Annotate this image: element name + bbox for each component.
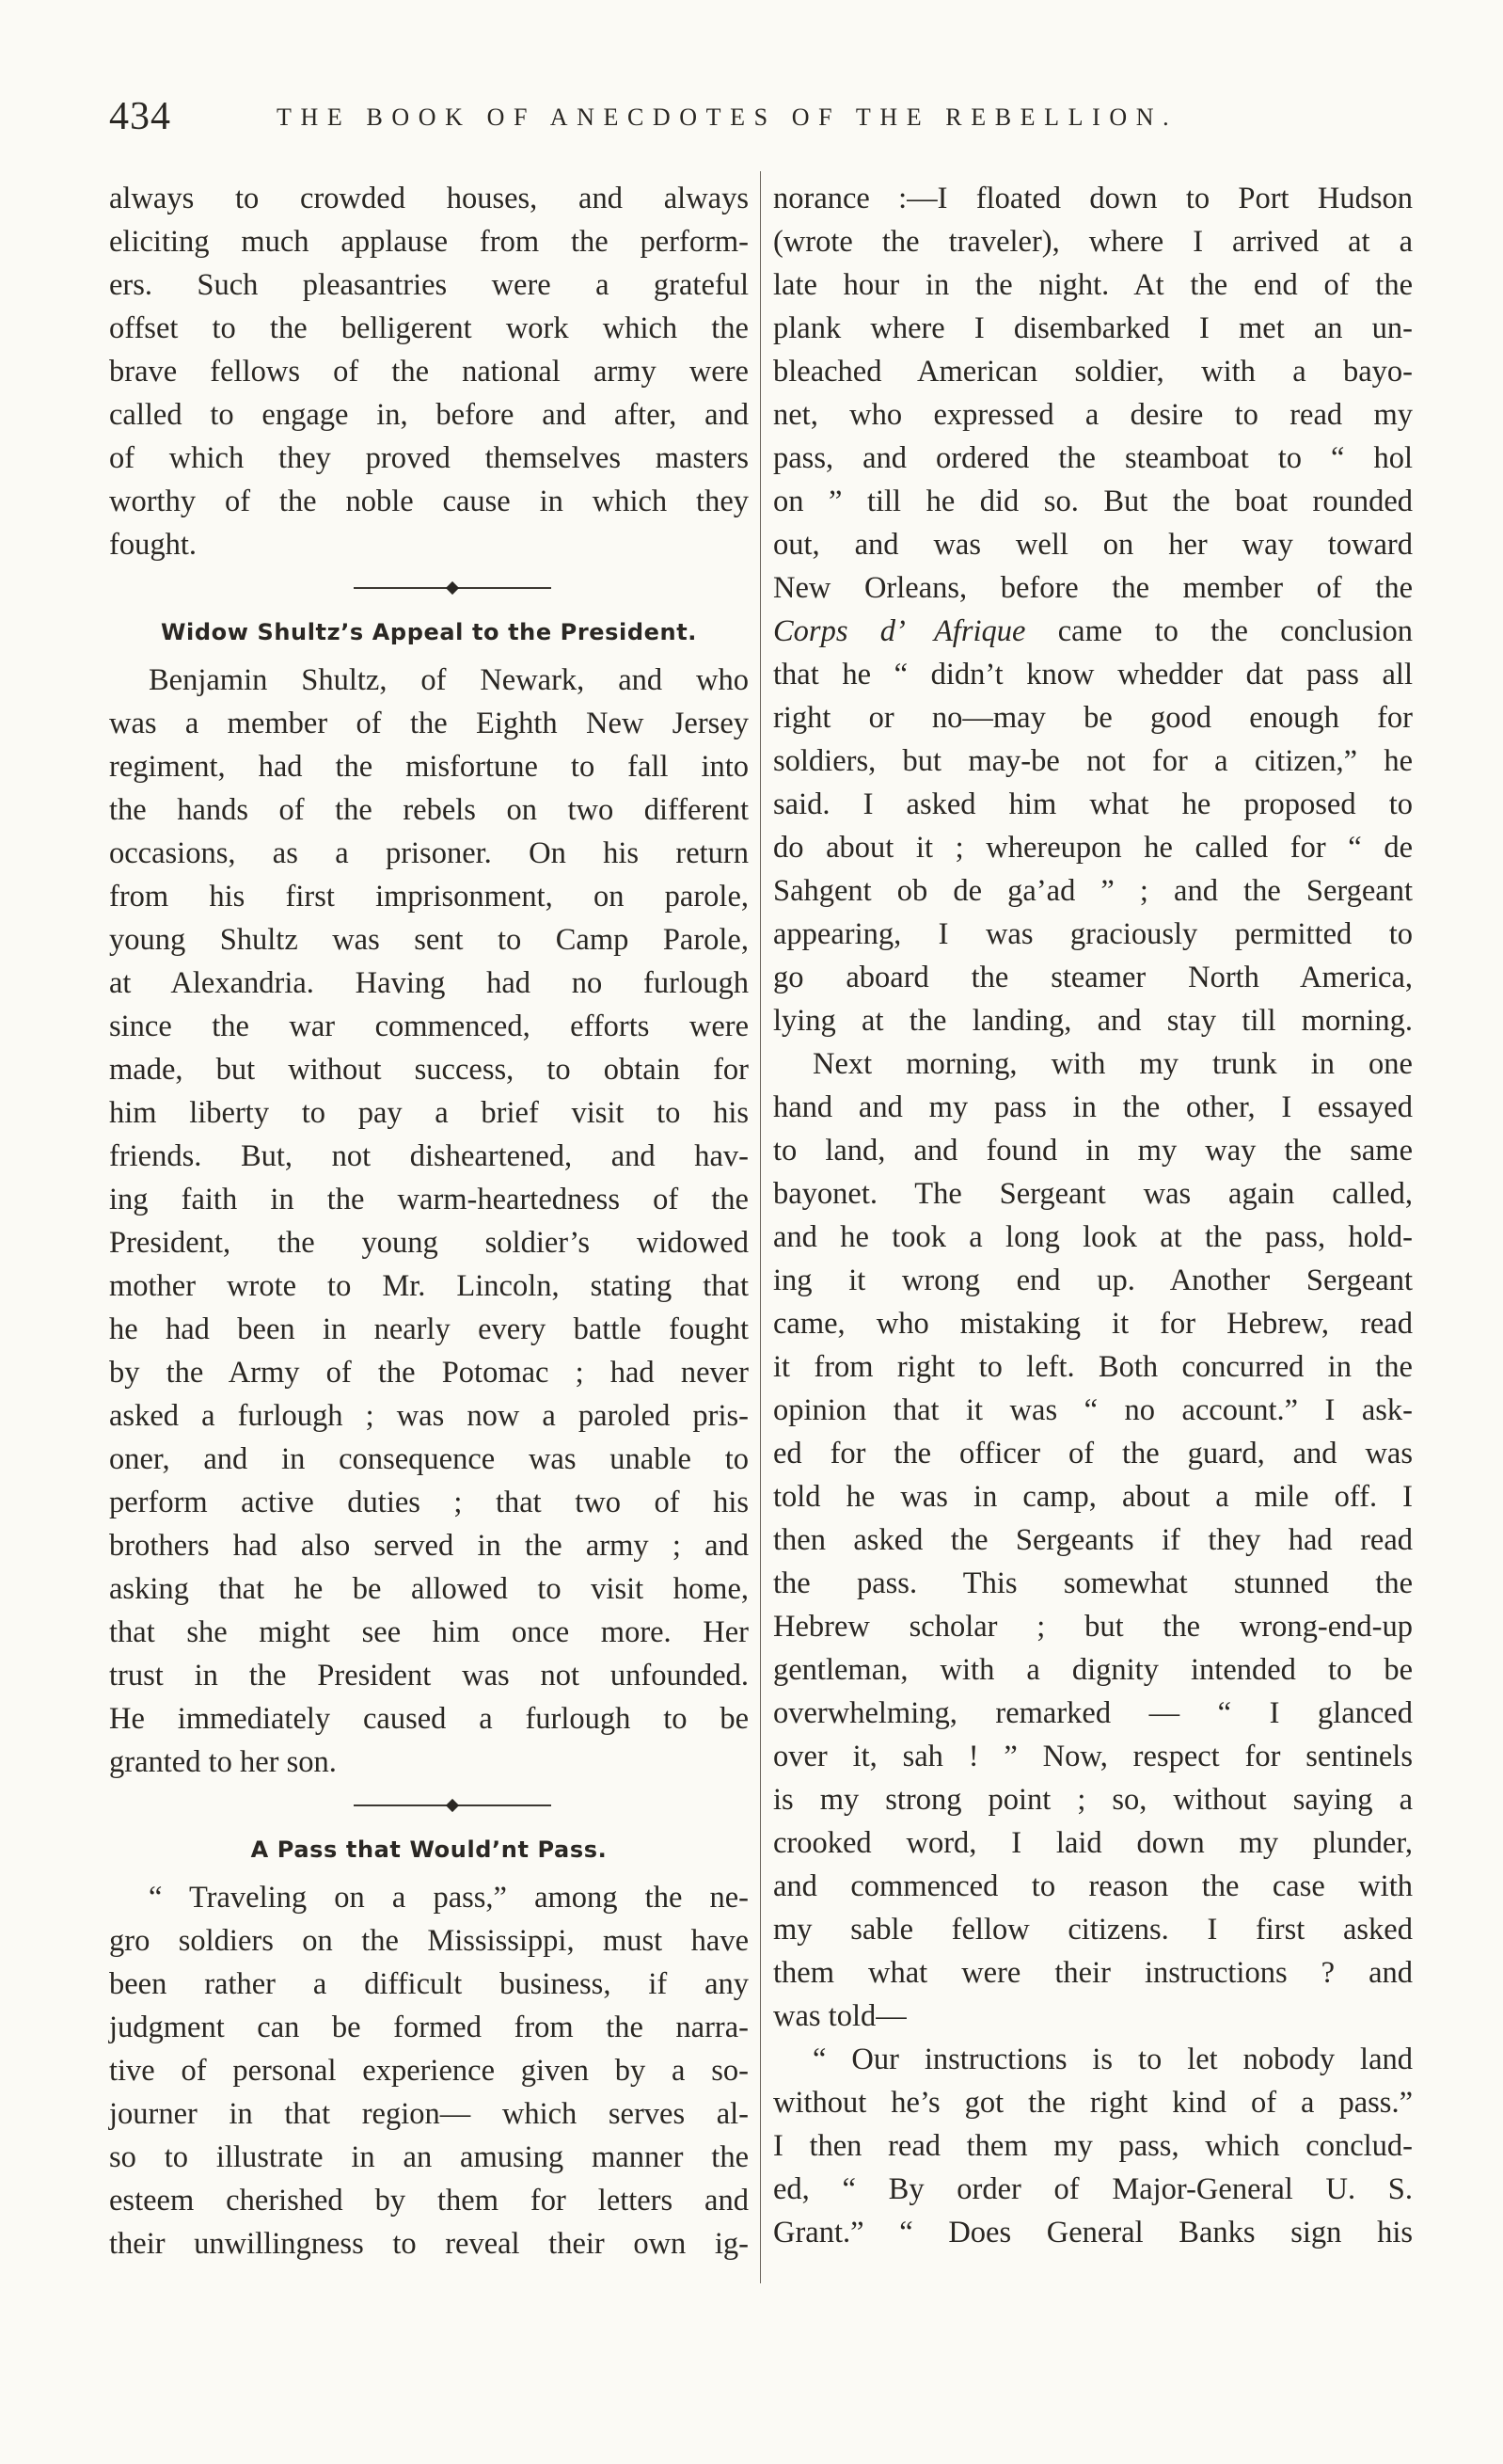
text-line: Sahgent ob de ga’ad ” ; and the Sergeant xyxy=(773,874,1413,908)
text-line: offset to the belligerent work which the xyxy=(109,311,749,345)
text-line: came, who mistaking it for Hebrew, read xyxy=(773,1307,1413,1341)
text-line: judgment can be formed from the narra- xyxy=(109,2011,749,2044)
text-line: to land, and found in my way the same xyxy=(773,1134,1413,1168)
text-line: was a member of the Eighth New Jersey xyxy=(109,707,749,740)
section-heading: Widow Shultz’s Appeal to the President. xyxy=(160,619,698,645)
text-line xyxy=(773,610,1413,653)
text-line: Grant.” “ Does General Banks sign his xyxy=(773,2216,1413,2249)
section-separator-rule xyxy=(109,1784,749,1823)
text-line: I then read them my pass, which conclud- xyxy=(773,2129,1413,2163)
text-line: “ Our instructions is to let nobody land xyxy=(813,2043,1413,2076)
text-line: and he took a long look at the pass, hold- xyxy=(773,1220,1413,1254)
opening-paragraph xyxy=(109,177,749,566)
text-line: mother wrote to Mr. Lincoln, stating that xyxy=(109,1269,749,1303)
text-line: late hour in the night. At the end of the xyxy=(773,268,1413,302)
text-line: without he’s got the right kind of a pass.” xyxy=(773,2086,1413,2120)
pass-paragraph-continued xyxy=(773,177,1413,1042)
text-line: ers. Such pleasantries were a grateful xyxy=(109,268,749,302)
next-morning-paragraph xyxy=(773,1042,1413,2038)
page-header xyxy=(109,94,1416,141)
text-line: that she might see him once more. Her xyxy=(109,1615,749,1649)
text-line: young Shultz was sent to Camp Parole, xyxy=(109,923,749,957)
text-line: ing it wrong end up. Another Sergeant xyxy=(773,1264,1413,1297)
text-line: New Orleans, before the member of the xyxy=(773,571,1413,605)
text-line: Next morning, with my trunk in one xyxy=(813,1047,1413,1081)
text-line: from his first imprisonment, on parole, xyxy=(109,880,749,914)
text-line: at Alexandria. Having had no furlough xyxy=(109,966,749,1000)
text-line: regiment, had the misfortune to fall into xyxy=(109,750,749,784)
instructions-paragraph xyxy=(773,2038,1413,2254)
text-line: (wrote the traveler), where I arrived at a xyxy=(773,225,1413,259)
text-line: it from right to left. Both concurred in the xyxy=(773,1350,1413,1384)
text-line: norance :—I floated down to Port Hudson xyxy=(773,182,1413,215)
text-line: then asked the Sergeants if they had read xyxy=(773,1523,1413,1557)
text-line: him liberty to pay a brief visit to his xyxy=(109,1096,749,1130)
text-line: was told— xyxy=(773,1999,907,2033)
text-span: came to the conclusion xyxy=(1025,614,1413,648)
text-line: go aboard the steamer North America, xyxy=(773,961,1413,994)
pass-paragraph-start xyxy=(109,1876,749,2265)
text-line: that he “ didn’t know whedder dat pass all xyxy=(773,658,1413,692)
text-line: ed for the officer of the guard, and was xyxy=(773,1437,1413,1470)
text-line: hand and my pass in the other, I essayed xyxy=(773,1090,1413,1124)
text-line: “ Traveling on a pass,” among the ne- xyxy=(149,1881,749,1915)
text-line: and commenced to reason the case with xyxy=(773,1869,1413,1903)
text-line: told he was in camp, about a mile off. I xyxy=(773,1480,1413,1514)
text-line: pass, and ordered the steamboat to “ hol xyxy=(773,441,1413,475)
text-line: said. I asked him what he proposed to xyxy=(773,787,1413,821)
section-separator-rule xyxy=(109,566,749,606)
text-line: Hebrew scholar ; but the wrong-end-up xyxy=(773,1610,1413,1644)
rule-ornament-icon xyxy=(446,1799,459,1812)
text-line: so to illustrate in an amusing manner the xyxy=(109,2140,749,2174)
page-number: 434 xyxy=(109,95,171,138)
text-line: crooked word, I laid down my plunder, xyxy=(773,1826,1413,1860)
text-line: esteem cherished by them for letters and xyxy=(109,2184,749,2218)
text-line: lying at the landing, and stay till morning. xyxy=(773,1004,1413,1038)
text-line: my sable fellow citizens. I first asked xyxy=(773,1913,1413,1947)
text-line: fought. xyxy=(109,528,197,562)
text-line: the pass. This somewhat stunned the xyxy=(773,1566,1413,1600)
text-line: is my strong point ; so, without saying a xyxy=(773,1783,1413,1817)
text-line: since the war commenced, efforts were xyxy=(109,1009,749,1043)
text-line: perform active duties ; that two of his xyxy=(109,1486,749,1519)
text-line: do about it ; whereupon he called for “ de xyxy=(773,831,1413,865)
text-line: he had been in nearly every battle fought xyxy=(109,1312,749,1346)
text-line: of which they proved themselves masters xyxy=(109,441,749,475)
text-line: over it, sah ! ” Now, respect for sentinels xyxy=(773,1740,1413,1773)
text-line: gro soldiers on the Mississippi, must have xyxy=(109,1924,749,1958)
text-line: them what were their instructions ? and xyxy=(773,1956,1413,1990)
column-divider xyxy=(760,171,761,2283)
text-line: asking that he be allowed to visit home, xyxy=(109,1572,749,1606)
right-column xyxy=(773,177,1413,2254)
text-line: been rather a difficult business, if any xyxy=(109,1967,749,2001)
section-heading: A Pass that Would’nt Pass. xyxy=(250,1836,608,1863)
text-line: He immediately caused a furlough to be xyxy=(109,1702,749,1736)
text-line: President, the young soldier’s widowed xyxy=(109,1226,749,1260)
italic-phrase: Corps d’ Afrique xyxy=(773,614,1026,648)
text-line: bayonet. The Sergeant was again called, xyxy=(773,1177,1413,1211)
text-line: oner, and in consequence was unable to xyxy=(109,1442,749,1476)
text-line: journer in that region— which serves al- xyxy=(109,2097,749,2131)
running-title: THE BOOK OF ANECDOTES OF THE REBELLION. xyxy=(277,103,1179,131)
text-line: brave fellows of the national army were xyxy=(109,355,749,389)
text-line: worthy of the noble cause in which they xyxy=(109,485,749,518)
text-line: made, but without success, to obtain for xyxy=(109,1053,749,1087)
text-line: eliciting much applause from the perform- xyxy=(109,225,749,259)
text-line: trust in the President was not unfounded. xyxy=(109,1659,749,1693)
text-line: overwhelming, remarked — “ I glanced xyxy=(773,1696,1413,1730)
text-line: bleached American soldier, with a bayo- xyxy=(773,355,1413,389)
text-line: ing faith in the warm-heartedness of the xyxy=(109,1183,749,1216)
text-line: brothers had also served in the army ; and xyxy=(109,1529,749,1563)
text-line: opinion that it was “ no account.” I ask- xyxy=(773,1393,1413,1427)
text-line: Benjamin Shultz, of Newark, and who xyxy=(149,663,749,697)
text-line: their unwillingness to reveal their own ig- xyxy=(109,2227,749,2261)
text-line: gentleman, with a dignity intended to be xyxy=(773,1653,1413,1687)
text-line: occasions, as a prisoner. On his return xyxy=(109,836,749,870)
widow-shultz-paragraph xyxy=(109,659,749,1784)
text-line: the hands of the rebels on two different xyxy=(109,793,749,827)
text-line: called to engage in, before and after, and xyxy=(109,398,749,432)
text-line: by the Army of the Potomac ; had never xyxy=(109,1356,749,1390)
text-line: always to crowded houses, and always xyxy=(109,182,749,215)
text-line: on ” till he did so. But the boat rounded xyxy=(773,485,1413,518)
text-line: out, and was well on her way toward xyxy=(773,528,1413,562)
text-line: soldiers, but may-be not for a citizen,” he xyxy=(773,744,1413,778)
text-line: appearing, I was graciously permitted to xyxy=(773,917,1413,951)
text-line: granted to her son. xyxy=(109,1745,337,1779)
text-line: net, who expressed a desire to read my xyxy=(773,398,1413,432)
text-line: friends. But, not disheartened, and hav- xyxy=(109,1139,749,1173)
left-column xyxy=(109,177,749,2265)
text-line: tive of personal experience given by a so- xyxy=(109,2054,749,2088)
text-line: plank where I disembarked I met an un- xyxy=(773,311,1413,345)
text-line: asked a furlough ; was now a paroled pris- xyxy=(109,1399,749,1433)
text-line: right or no—may be good enough for xyxy=(773,701,1413,735)
text-line: ed, “ By order of Major-General U. S. xyxy=(773,2172,1413,2206)
rule-ornament-icon xyxy=(446,581,459,595)
